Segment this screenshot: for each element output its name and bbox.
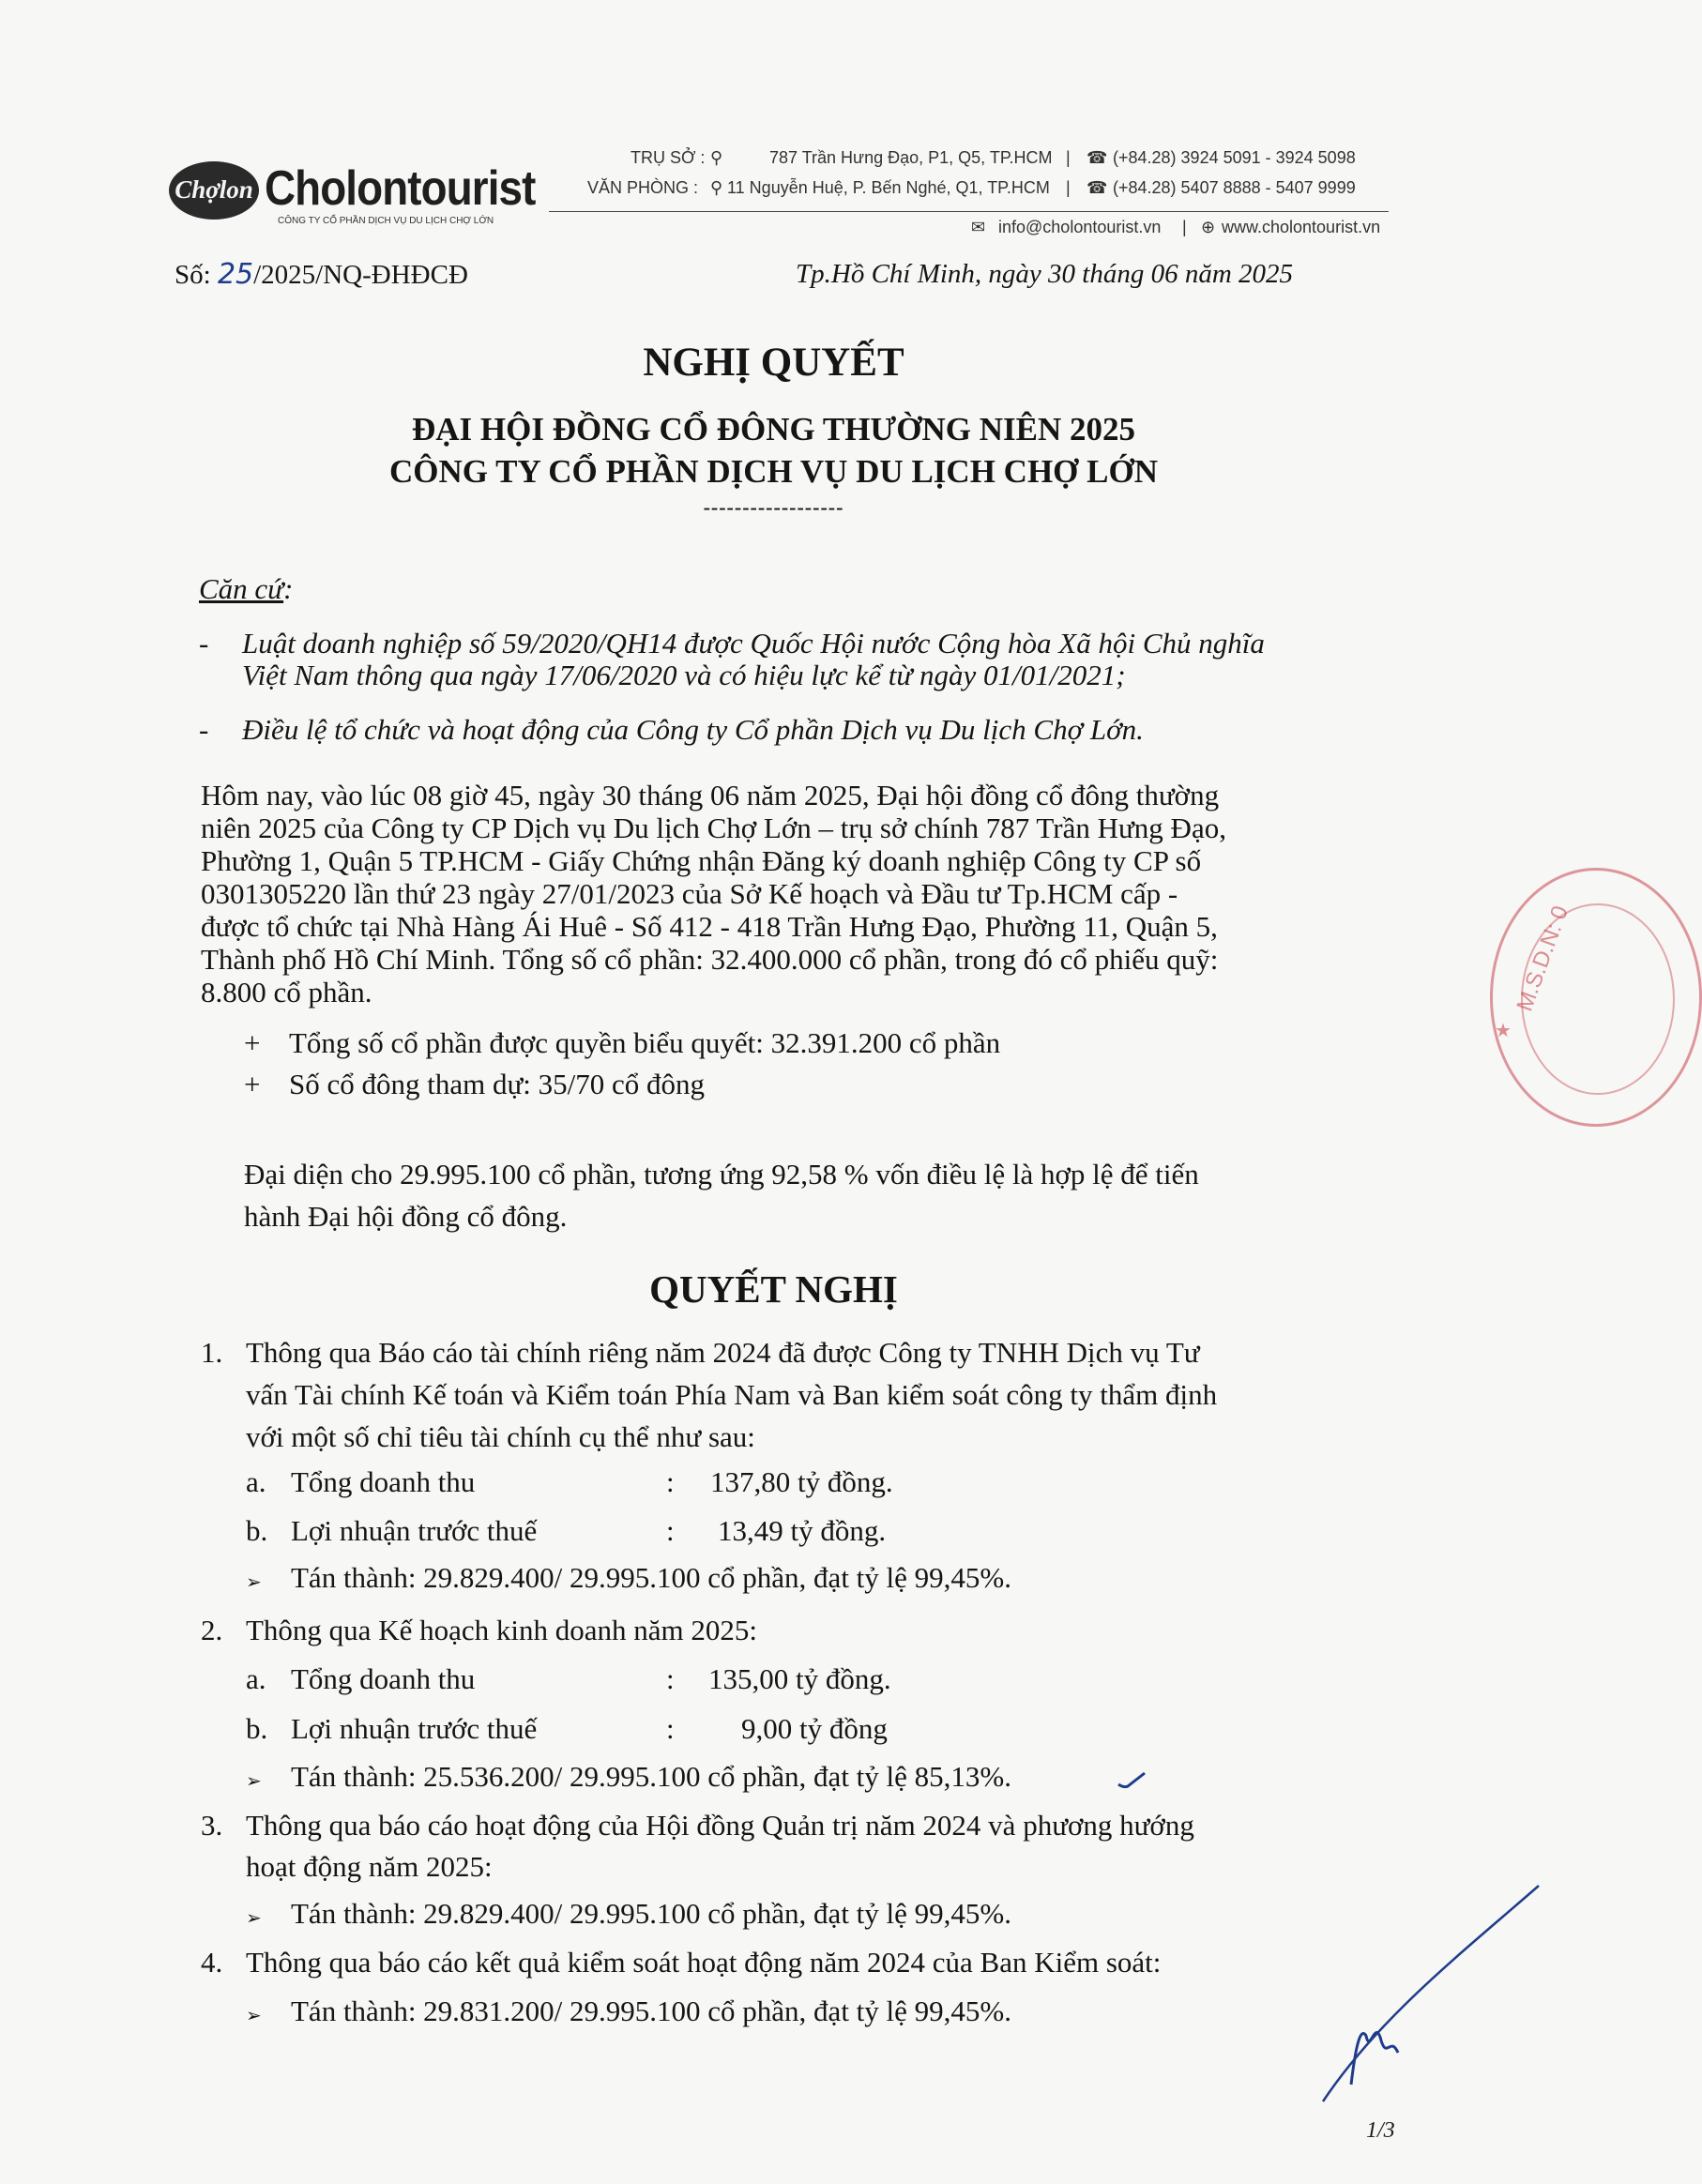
document-subtitle-2: CÔNG TY CỔ PHẦN DỊCH VỤ DU LỊCH CHỢ LỚN <box>389 453 1158 490</box>
metric-label: Tổng doanh thu <box>291 1465 476 1498</box>
item-number: 4. <box>201 1946 223 1979</box>
metric-value: 9,00 tỷ đồng <box>741 1712 888 1745</box>
metric-value: 13,49 tỷ đồng. <box>718 1514 887 1547</box>
email: info@cholontourist.vn <box>998 218 1162 236</box>
document-title: NGHỊ QUYẾT <box>643 341 904 385</box>
arrow-bullet-icon: ➢ <box>246 1769 262 1792</box>
item-number: 2. <box>201 1614 223 1646</box>
signature-initials <box>1351 2032 1398 2085</box>
intro-line: Hôm nay, vào lúc 08 giờ 45, ngày 30 tháng 06 năm 2025, Đại hội đồng cổ đông thường <box>201 779 1220 811</box>
legal-basis-line: Việt Nam thông qua ngày 17/06/2020 và có hiệu lực kể từ ngày 01/01/2021; <box>242 659 1126 691</box>
metric-label: Lợi nhuận trước thuế <box>291 1712 538 1745</box>
resolution-line: vấn Tài chính Kế toán và Kiểm toán Phía Nam và Ban kiểm soát công ty thẩm định <box>246 1378 1218 1411</box>
metric-label: Tổng doanh thu <box>291 1662 476 1695</box>
page-number: 1/3 <box>1366 2118 1395 2143</box>
approval-line: Tán thành: 25.536.200/ 29.995.100 cổ phần, đạt tỷ lệ 85,13%. <box>291 1760 1011 1793</box>
metric-colon: : <box>666 1712 675 1745</box>
globe-icon: ⊕ <box>1201 218 1216 236</box>
metric-colon: : <box>666 1514 675 1547</box>
location-pin-icon: ⚲ <box>710 178 723 197</box>
legal-basis-line: Luật doanh nghiệp số 59/2020/QH14 được Quốc Hội nước Cộng hòa Xã hội Chủ nghĩa <box>242 627 1265 660</box>
legal-basis-heading: Căn cứ: <box>199 572 294 605</box>
email-icon: ✉ <box>971 218 986 236</box>
signature-stroke <box>1323 1886 1539 2101</box>
item-number: 3. <box>201 1809 223 1842</box>
intro-line: niên 2025 của Công ty CP Dịch vụ Du lịch Chợ Lớn – trụ sở chính 787 Trần Hưng Đạo, <box>201 811 1226 844</box>
document-subtitle-1: ĐẠI HỘI ĐỒNG CỔ ĐÔNG THƯỜNG NIÊN 2025 <box>411 411 1136 447</box>
resolution-line: Thông qua Báo cáo tài chính riêng năm 2024 đã được Công ty TNHH Dịch vụ Tư <box>246 1336 1200 1369</box>
intro-line: 0301305220 lần thứ 23 ngày 27/01/2023 của Sở Kế hoạch và Đầu tư Tp.HCM cấp - <box>201 877 1178 910</box>
resolution-line: Thông qua Kế hoạch kinh doanh năm 2025: <box>246 1614 757 1646</box>
intro-line: Thành phố Hồ Chí Minh. Tổng số cổ phần: 32.400.000 cổ phần, trong đó cổ phiếu quỹ: <box>201 943 1219 976</box>
location-pin-icon: ⚲ <box>710 148 723 167</box>
resolution-line: với một số chỉ tiêu tài chính cụ thể như sau: <box>246 1420 755 1453</box>
company-name: Cholontourist <box>265 161 536 216</box>
plus-bullet: + <box>244 1068 261 1100</box>
voting-shares-line: Tổng số cổ phần được quyền biểu quyết: 32.391.200 cổ phần <box>289 1026 1001 1059</box>
phone-icon: ☎ <box>1087 148 1108 167</box>
sub-letter: a. <box>246 1465 266 1498</box>
arrow-bullet-icon: ➢ <box>246 2004 262 2026</box>
approval-line: Tán thành: 29.829.400/ 29.995.100 cổ phần, đạt tỷ lệ 99,45%. <box>291 1897 1011 1930</box>
sub-letter: a. <box>246 1662 266 1695</box>
plus-bullet: + <box>244 1026 261 1059</box>
resolution-line: Thông qua báo cáo kết quả kiểm soát hoạt động năm 2024 của Ban Kiểm soát: <box>246 1946 1162 1979</box>
resolution-heading: QUYẾT NGHỊ <box>649 1267 898 1311</box>
sub-letter: b. <box>246 1514 268 1547</box>
office-address: 11 Nguyễn Huệ, P. Bến Nghé, Q1, TP.HCM <box>727 178 1050 197</box>
metric-colon: : <box>666 1465 675 1498</box>
head-office-address: 787 Trần Hưng Đạo, P1, Q5, TP.HCM <box>769 148 1053 167</box>
representation-line: hành Đại hội đồng cổ đông. <box>244 1200 568 1233</box>
sub-letter: b. <box>246 1712 268 1745</box>
stamp-star-icon: ★ <box>1495 1021 1512 1041</box>
office-phone: (+84.28) 5407 8888 - 5407 9999 <box>1113 178 1356 197</box>
resolution-line: hoạt động năm 2025: <box>246 1850 493 1883</box>
company-tagline: CÔNG TY CỔ PHẦN DỊCH VỤ DU LỊCH CHỢ LỚN <box>278 216 494 226</box>
title-separator: ------------------ <box>703 495 844 519</box>
stamp-text: M.S.D.N: 0 <box>1512 902 1573 1015</box>
metric-value: 135,00 tỷ đồng. <box>708 1662 891 1695</box>
intro-line: Phường 1, Quận 5 TP.HCM - Giấy Chứng nhận Đăng ký doanh nghiệp Công ty CP số <box>201 844 1202 877</box>
handwritten-doc-number: 25 <box>217 258 254 291</box>
metric-value: 137,80 tỷ đồng. <box>710 1465 893 1498</box>
arrow-bullet-icon: ➢ <box>246 1570 262 1593</box>
metric-label: Lợi nhuận trước thuế <box>291 1514 538 1547</box>
list-bullet: - <box>199 713 209 746</box>
divider-bar: | <box>1066 148 1071 167</box>
head-office-phone: (+84.28) 3924 5091 - 3924 5098 <box>1113 148 1356 167</box>
arrow-bullet-icon: ➢ <box>246 1906 262 1929</box>
legal-basis-line: Điều lệ tổ chức và hoạt động của Công ty Cổ phần Dịch vụ Du lịch Chợ Lớn. <box>242 713 1144 746</box>
metric-colon: : <box>666 1662 675 1695</box>
approval-line: Tán thành: 29.829.400/ 29.995.100 cổ phần, đạt tỷ lệ 99,45%. <box>291 1561 1011 1594</box>
logo-badge: Chợlon <box>169 161 259 220</box>
doc-number-prefix: Số: <box>175 260 211 290</box>
phone-icon: ☎ <box>1087 178 1108 197</box>
date-line: Tp.Hồ Chí Minh, ngày 30 tháng 06 năm 2025 <box>796 259 1294 289</box>
website: www.cholontourist.vn <box>1222 218 1381 236</box>
intro-line: 8.800 cổ phần. <box>201 976 372 1009</box>
check-mark-icon <box>1118 1773 1145 1787</box>
attendees-line: Số cổ đông tham dự: 35/70 cổ đông <box>289 1068 706 1100</box>
intro-line: được tổ chức tại Nhà Hàng Ái Huê - Số 412 - 418 Trần Hưng Đạo, Phường 11, Quận 5, <box>201 910 1218 943</box>
doc-number-suffix: /2025/NQ-ĐHĐCĐ <box>253 260 468 290</box>
head-office-label: TRỤ SỞ : <box>631 148 706 167</box>
list-bullet: - <box>199 627 209 660</box>
resolution-line: Thông qua báo cáo hoạt động của Hội đồng Quản trị năm 2024 và phương hướng <box>246 1809 1194 1842</box>
representation-line: Đại diện cho 29.995.100 cổ phần, tương ứng 92,58 % vốn điều lệ là hợp lệ để tiến <box>244 1158 1199 1191</box>
item-number: 1. <box>201 1336 223 1369</box>
divider-bar: | <box>1066 178 1071 197</box>
divider-bar: | <box>1182 218 1187 236</box>
office-label: VĂN PHÒNG : <box>587 178 699 197</box>
approval-line: Tán thành: 29.831.200/ 29.995.100 cổ phần, đạt tỷ lệ 99,45%. <box>291 1994 1011 2027</box>
